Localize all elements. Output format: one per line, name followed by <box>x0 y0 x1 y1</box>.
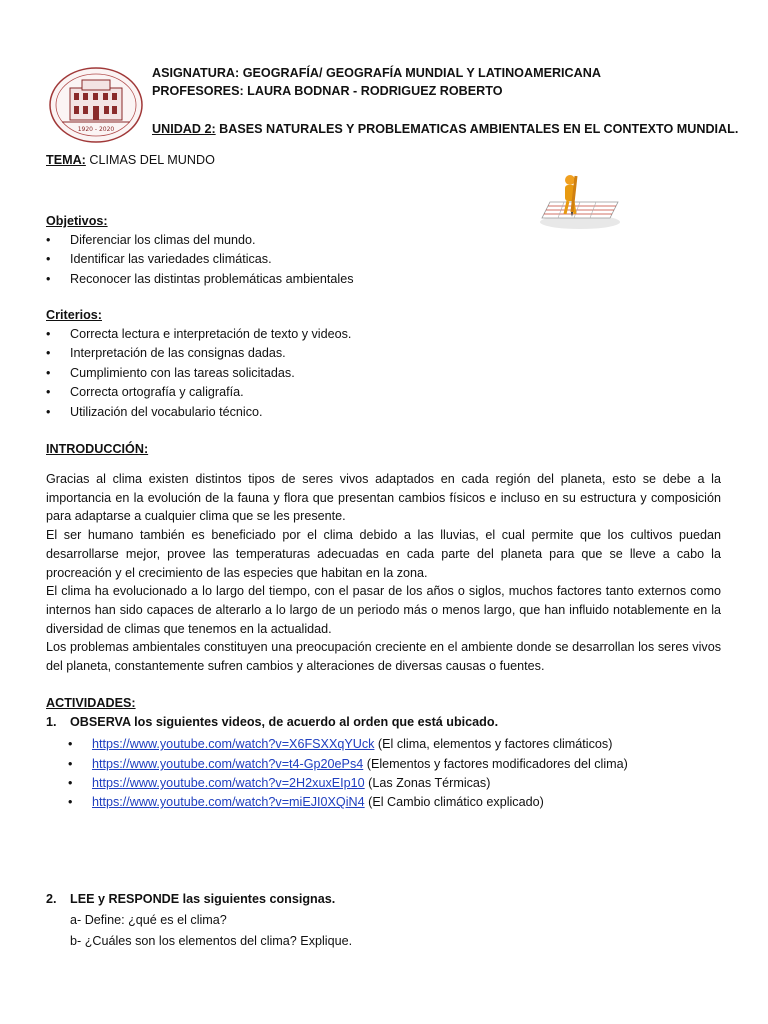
youtube-link[interactable]: https://www.youtube.com/watch?v=miEJI0XQiN4 <box>92 795 365 809</box>
unidad-line <box>152 120 738 140</box>
introduccion-heading: INTRODUCCIÓN: <box>46 442 149 456</box>
video-description: (Elementos y factores modificadores del clima) <box>363 757 628 771</box>
youtube-link[interactable]: https://www.youtube.com/watch?v=t4-Gp20ePs4 <box>92 757 364 771</box>
checklist-pencil-illustration <box>538 172 622 230</box>
objetivo-text: Identificar las variedades climáticas. <box>70 252 272 266</box>
bullet-glyph: • <box>68 776 73 790</box>
actividades-heading: ACTIVIDADES: <box>46 696 136 710</box>
actividad-2 <box>46 890 335 910</box>
actividad-1-title: OBSERVA los siguientes videos, de acuerdo al orden que está ubicado. <box>70 715 499 729</box>
video-description: (Las Zonas Térmicas) <box>364 776 491 790</box>
criterio-text: Interpretación de las consignas dadas. <box>70 346 286 360</box>
bullet-glyph: • <box>46 346 51 360</box>
consigna-question: a- Define: ¿qué es el clima? <box>70 913 227 927</box>
actividad-1 <box>46 713 498 733</box>
tema-text: CLIMAS DEL MUNDO <box>85 153 215 167</box>
bullet-glyph: • <box>46 405 51 419</box>
bullet-glyph: • <box>46 252 51 266</box>
criterio-text: Cumplimiento con las tareas solicitadas. <box>70 366 295 380</box>
asignatura-line: ASIGNATURA: GEOGRAFÍA/ GEOGRAFÍA MUNDIAL Y LATINOAMERICANA <box>152 66 601 80</box>
video-description: (El clima, elementos y factores climáticos) <box>374 737 613 751</box>
bullet-glyph: • <box>46 385 51 399</box>
objetivo-text: Diferenciar los climas del mundo. <box>70 233 256 247</box>
bullet-glyph: • <box>68 737 73 751</box>
school-logo <box>48 66 144 144</box>
objetivo-text: Reconocer las distintas problemáticas ambientales <box>70 272 354 286</box>
unidad-label: UNIDAD 2: <box>152 122 216 136</box>
bullet-glyph: • <box>46 233 51 247</box>
intro-paragraph: El ser humano también es beneficiado por el clima debido a las lluvias, el cual permite que los cultivos puedan desarrollarse mejor, provee las temperaturas adecuadas en cada parte del planeta para que se lleve a cabo la procreación y el crecimiento de las especies que habitan en la zona. <box>46 528 721 580</box>
actividad-1-number: 1. <box>46 715 57 729</box>
criterio-text: Correcta ortografía y caligrafía. <box>70 385 244 399</box>
bullet-glyph: • <box>68 757 73 771</box>
youtube-link[interactable]: https://www.youtube.com/watch?v=2H2xuxEIp10 <box>92 776 365 790</box>
intro-paragraph: El clima ha evolucionado a lo largo del tiempo, con el pasar de los años o siglos, muchos factores tanto externos como internos han sido capaces de alterarlo a lo largo de un periodo más o menos largo, que han influido notablemente en la diversidad de climas que tenemos en la actualidad. <box>46 584 721 636</box>
bullet-glyph: • <box>68 795 73 809</box>
criterio-text: Utilización del vocabulario técnico. <box>70 405 263 419</box>
introduccion-body <box>46 470 721 676</box>
logo-year: 1920 - 2020 <box>77 126 115 133</box>
profesores-line: PROFESORES: LAURA BODNAR - RODRIGUEZ ROBERTO <box>152 84 503 98</box>
video-description: (El Cambio climático explicado) <box>364 795 544 809</box>
criterios-heading: Criterios: <box>46 308 102 322</box>
actividad-2-title: LEE y RESPONDE las siguientes consignas. <box>70 892 336 906</box>
intro-paragraph: Los problemas ambientales constituyen una preocupación creciente en el ambiente donde se desarrollan los seres vivos del planeta, constantemente sufren cambios y alteraciones de diversas causas o fuentes. <box>46 640 721 674</box>
consigna-question: b- ¿Cuáles son los elementos del clima? Explique. <box>70 934 353 948</box>
criterio-text: Correcta lectura e interpretación de texto y videos. <box>70 327 352 341</box>
bullet-glyph: • <box>46 272 51 286</box>
bullet-glyph: • <box>46 366 51 380</box>
tema-line <box>46 151 215 171</box>
tema-label: TEMA: <box>46 153 86 167</box>
intro-paragraph: Gracias al clima existen distintos tipos de seres vivos adaptados en cada región del planeta, esto se debe a la importancia en la evolución de la fauna y flora que presentan cambios físicos e incluso en su estructura y composición para adaptarse a cualquier clima que se les presente. <box>46 472 721 524</box>
actividad-2-number: 2. <box>46 892 57 906</box>
youtube-link[interactable]: https://www.youtube.com/watch?v=X6FSXXqYUck <box>92 737 375 751</box>
objetivos-heading: Objetivos: <box>46 214 108 228</box>
unidad-text: BASES NATURALES Y PROBLEMATICAS AMBIENTALES EN EL CONTEXTO MUNDIAL. <box>215 122 739 136</box>
bullet-glyph: • <box>46 327 51 341</box>
